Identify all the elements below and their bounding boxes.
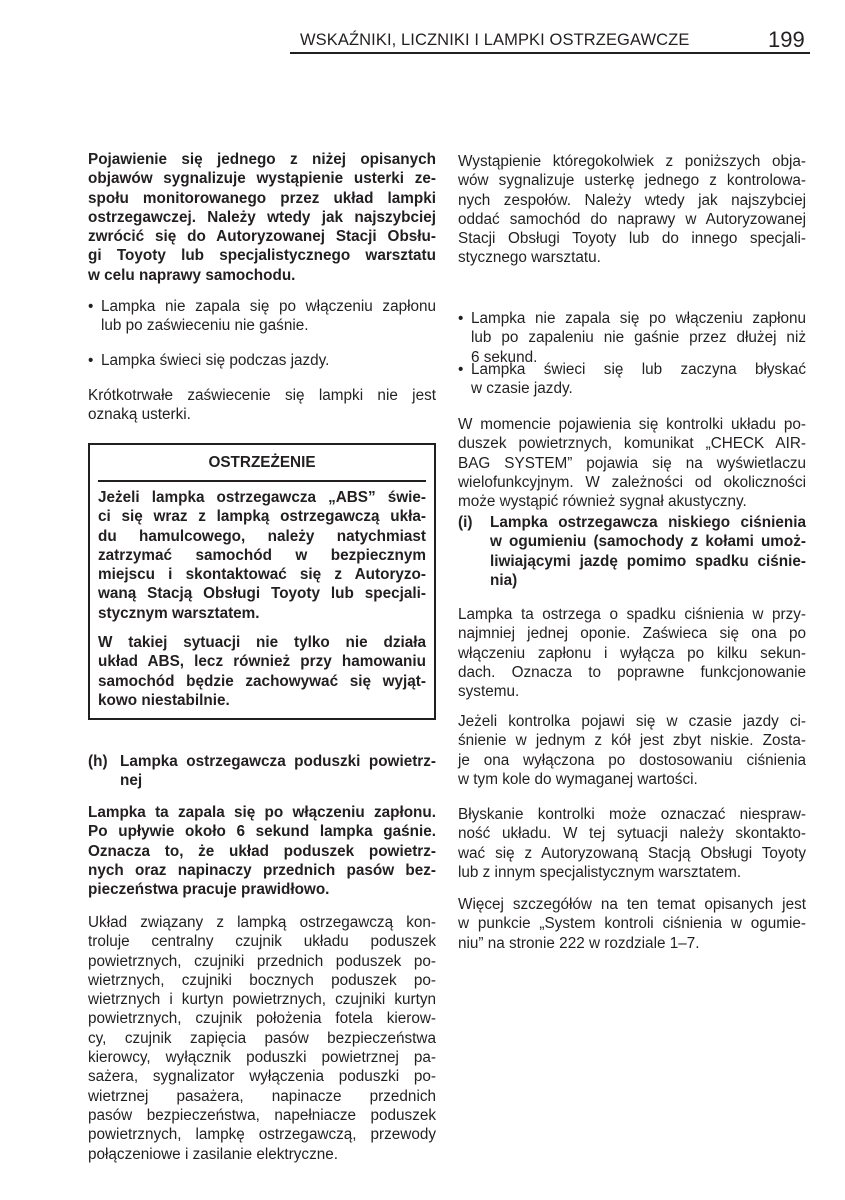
- text-line: Po upływie około 6 sekund lampka gaśnie.: [88, 823, 436, 841]
- text-line: gi Toyoty lub specjalistycznego warsztatu: [88, 247, 436, 265]
- text-line: w czasie jazdy.: [471, 380, 573, 398]
- section-heading: [458, 513, 806, 590]
- text-line: nej: [120, 772, 143, 790]
- text-line: stycznym warsztatem.: [98, 604, 260, 622]
- paragraph: [88, 803, 436, 899]
- text-line: pieczeństwa pracuje prawidłowo.: [88, 881, 330, 899]
- text-line: Lampka świeci się lub zaczyna błyskać: [471, 361, 806, 378]
- text-line: wietrznej pasażera, napinacze przednich: [88, 1087, 436, 1105]
- text-line: Lampka nie zapala się po włączeniu zapłonu: [471, 310, 806, 327]
- text-line: Błyskanie kontrolki może oznaczać niespraw-: [458, 806, 806, 823]
- warning-divider: [98, 480, 426, 482]
- bullet-icon: •: [458, 361, 464, 378]
- text-line: objawów sygnalizuje wystąpienie usterki ze-: [88, 170, 436, 188]
- paragraph: [88, 386, 436, 425]
- bullet-icon: •: [88, 352, 94, 369]
- paragraph: [458, 805, 806, 882]
- text-line: cy, czujnik zapięcia pasów bezpieczeństwa: [88, 1029, 436, 1047]
- text-line: połączeniowe i zasilanie elektryczne.: [88, 1145, 338, 1163]
- heading-label: (h): [88, 753, 108, 770]
- text-line: w tym kole do wymaganej wartości.: [458, 770, 698, 788]
- text-line: społu monitorowanego przez układ lampki: [88, 189, 436, 207]
- text-line: najmniej jednej oponie. Zaświeca się ona po: [458, 625, 806, 643]
- paragraph: [458, 605, 806, 701]
- text-line: oznaką usterki.: [88, 406, 191, 424]
- text-line: 6 sekund.: [471, 348, 538, 366]
- text-line: Krótkotrwałe zaświecenie się lampki nie jest: [88, 387, 436, 404]
- text-line: w ogumieniu (samochody z kołami umoż-: [490, 533, 806, 551]
- text-line: Więcej szczegółów na ten temat opisanych jest: [458, 896, 806, 913]
- text-line: zwrócić się do Autoryzowanej Stacji Obsłu-: [88, 228, 436, 246]
- text-line: Wystąpienie któregokolwiek z poniższych obja-: [458, 153, 806, 170]
- bullet-item: [88, 351, 436, 370]
- text-line: ność układu. W tej sytuacji należy skontakto-: [458, 825, 806, 843]
- text-line: Układ związany z lampką ostrzegawczą kon-: [88, 914, 436, 931]
- text-line: waną Stacją Obsługi Toyoty lub specjali-: [98, 585, 426, 603]
- text-line: powietrznych, czujniki przednich poduszek po-: [88, 952, 436, 970]
- paragraph: [98, 633, 426, 710]
- text-line: nych oraz napinaczy przednich pasów bez-: [88, 861, 436, 879]
- text-line: powietrznych, czujnik położenia fotela kierow-: [88, 1010, 436, 1028]
- text-line: w celu naprawy samochodu.: [88, 266, 296, 284]
- text-line: zatrzymać samochód w bezpiecznym: [98, 546, 426, 564]
- text-line: Pojawienie się jednego z niżej opisanych: [88, 151, 436, 168]
- text-line: Lampka ostrzegawcza niskiego ciśnienia: [490, 514, 806, 531]
- text-line: pasów bezpieczeństwa, napełniacze poduszek: [88, 1106, 436, 1124]
- text-line: lub z innym specjalistycznym warsztatem.: [458, 863, 742, 881]
- text-line: ci się wraz z lampką ostrzegawczą ukła-: [98, 508, 426, 526]
- text-line: lub po zaświeceniu nie gaśnie.: [101, 317, 309, 335]
- bullet-item: [88, 297, 436, 336]
- text-line: Lampka ta ostrzega o spadku ciśnienia w przy-: [458, 606, 806, 623]
- text-line: troluje centralny czujnik układu poduszek: [88, 933, 436, 951]
- bullet-item: [458, 360, 806, 399]
- text-line: duszek powietrznych, komunikat „CHECK AIR-: [458, 435, 806, 453]
- bullet-icon: •: [458, 310, 464, 327]
- paragraph: [458, 712, 806, 789]
- text-line: niu” na stronie 222 w rozdziale 1–7.: [458, 934, 700, 952]
- text-line: Lampka nie zapala się po włączeniu zapłonu: [101, 298, 436, 315]
- bullet-item: [458, 309, 806, 367]
- section-heading: [88, 752, 436, 791]
- paragraph: [458, 152, 806, 268]
- text-line: Jeżeli kontrolka pojawi się w czasie jazdy ci-: [458, 713, 806, 730]
- page-number: 199: [768, 27, 805, 52]
- text-line: lub po zapaleniu nie gaśnie przez dłużej niż: [471, 329, 806, 347]
- text-line: W takiej sytuacji nie tylko nie działa: [98, 634, 426, 651]
- text-line: W momencie pojawienia się kontrolki układu po-: [458, 416, 806, 433]
- text-line: systemu.: [458, 683, 520, 701]
- text-line: sażera, sygnalizator wyłączenia poduszki po-: [88, 1068, 436, 1086]
- text-line: miejscu i skontaktować się z Autoryzo-: [98, 566, 426, 584]
- section-title: WSKAŹNIKI, LICZNIKI I LAMPKI OSTRZEGAWCZE: [300, 31, 690, 49]
- header-rule: [290, 52, 810, 54]
- warning-title: OSTRZEŻENIE: [208, 454, 316, 471]
- paragraph: [458, 895, 806, 953]
- text-line: Oznacza to, że układ poduszek powietrz-: [88, 842, 436, 860]
- text-line: wać się z Autoryzowaną Stacją Obsługi Toyoty: [458, 844, 806, 862]
- text-line: samochód będzie zachowywać się wyjąt-: [98, 672, 426, 690]
- paragraph: [88, 150, 436, 285]
- paragraph: [98, 488, 426, 623]
- heading-label: (i): [458, 514, 473, 531]
- text-line: wietrznych, czujniki bocznych poduszek po-: [88, 971, 436, 989]
- text-line: wietrznych i kurtyn powietrznych, czujniki kurtyn: [88, 991, 436, 1009]
- text-line: wów sygnalizuje usterkę jednego z kontrolowa-: [458, 172, 806, 190]
- text-line: nych zespołów. Należy wtedy jak najszybciej: [458, 191, 806, 209]
- text-line: wielofunkcyjnym. W zależności od okoliczności: [458, 473, 806, 491]
- text-line: Stacji Obsługi Toyoty lub do innego specjali-: [458, 230, 806, 248]
- text-line: włączeniu zapłonu i wyłącza po kilku sekun-: [458, 644, 806, 662]
- text-line: kowo niestabilnie.: [98, 691, 230, 709]
- paragraph: [88, 913, 436, 1164]
- text-line: du hamulcowego, należy natychmiast: [98, 527, 426, 545]
- text-line: BAG SYSTEM” pojawia się na wyświetlaczu: [458, 454, 806, 472]
- paragraph: [458, 415, 806, 511]
- text-line: Lampka ostrzegawcza poduszki powietrz-: [120, 753, 436, 770]
- text-line: w punkcie „System kontroli ciśnienia w ogumie-: [458, 915, 806, 933]
- text-line: śnienie w jednym z kół jest zbyt niskie. Zosta-: [458, 732, 806, 750]
- text-line: Lampka ta zapala się po włączeniu zapłonu.: [88, 804, 436, 821]
- text-line: je ona wyłączona po dostosowaniu ciśnienia: [458, 751, 806, 769]
- text-line: powietrznych, lampkę ostrzegawczą, przewody: [88, 1126, 436, 1144]
- text-line: dach. Oznacza to poprawne funkcjonowanie: [458, 663, 806, 681]
- text-line: nia): [490, 571, 518, 589]
- text-line: oddać samochód do naprawy w Autoryzowanej: [458, 210, 806, 228]
- text-line: może wystąpić również sygnał akustyczny.: [458, 493, 747, 511]
- text-line: Jeżeli lampka ostrzegawcza „ABS” świe-: [98, 489, 426, 506]
- text-line: stycznego warsztatu.: [458, 249, 601, 267]
- text-line: układ ABS, lecz również przy hamowaniu: [98, 653, 426, 671]
- text-line: liwiającymi jazdę pomimo spadku ciśnie-: [490, 552, 806, 570]
- text-line: ostrzegawczej. Należy wtedy jak najszybciej: [88, 208, 436, 226]
- bullet-icon: •: [88, 298, 94, 315]
- text-line: kierowcy, wyłącznik poduszki powietrznej pa-: [88, 1049, 436, 1067]
- text-line: Lampka świeci się podczas jazdy.: [101, 352, 330, 369]
